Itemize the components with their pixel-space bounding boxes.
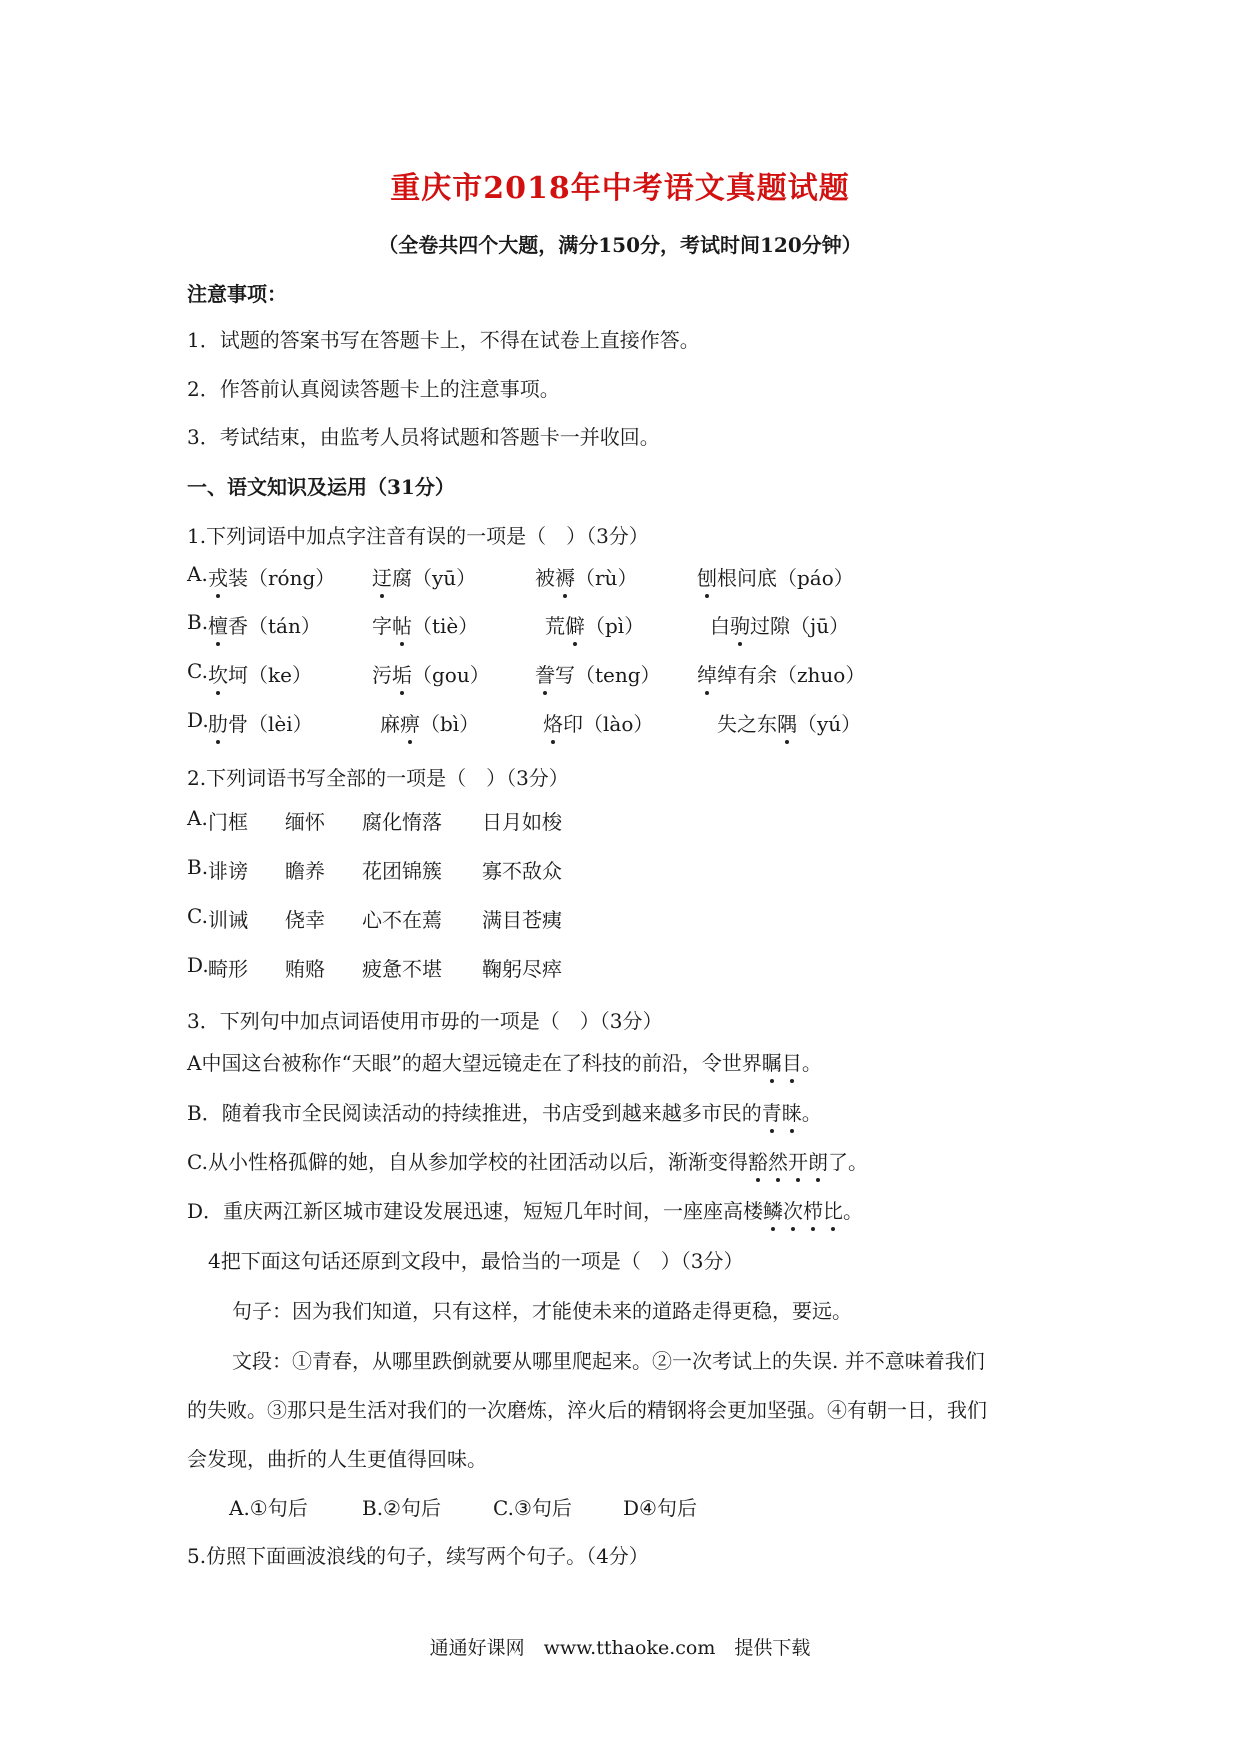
option-label: D.	[187, 708, 209, 732]
pinyin-option: 誊写（teng）	[535, 659, 661, 688]
pinyin-option: 坎坷（ke）	[208, 659, 312, 688]
option-label: B.	[187, 610, 209, 634]
word-option: 侥幸	[285, 908, 325, 932]
question-4-option-b: B.②句后	[362, 1496, 441, 1520]
exam-info: （全卷共四个大题，满分150分，考试时间120分钟）	[378, 233, 862, 257]
question-3-option-d: D．重庆两江新区城市建设发展迅速，短短几年时间，一座座高楼鳞次栉比。	[187, 1195, 863, 1224]
pinyin-option: 烙印（lào）	[543, 708, 653, 737]
word-option: 满目苍痍	[482, 908, 562, 932]
word-option: 腐化惰落	[362, 810, 442, 834]
word-option: 花团锦簇	[362, 859, 442, 883]
footer-source: 通通好课网 www.tthaoke.com 提供下载	[429, 1637, 811, 1659]
pinyin-option: 失之东隅（yú）	[717, 708, 861, 737]
question-4-stem: 4把下面这句话还原到文段中，最恰当的一项是（ ）（3分）	[208, 1249, 744, 1273]
question-2-stem: 2.下列词语书写全部的一项是（ ）（3分）	[187, 766, 569, 790]
question-4-sentence: 句子：因为我们知道，只有这样，才能使未来的道路走得更稳，要远。	[232, 1299, 852, 1323]
question-3-option-b: B．随着我市全民阅读活动的持续推进，书店受到越来越多市民的青睐。	[187, 1097, 822, 1126]
word-option: 贿赂	[285, 957, 325, 981]
word-option: 瞻养	[285, 859, 325, 883]
question-4-option-d: D④句后	[623, 1496, 697, 1520]
pinyin-option: 字帖（tiè）	[372, 610, 478, 639]
option-label: B.	[187, 855, 209, 879]
question-4-paragraph: 的失败。③那只是生活对我们的一次磨炼，淬火后的精钢将会更加坚强。④有朝一日，我们	[187, 1398, 987, 1422]
pinyin-option: 戎装（róng）	[208, 562, 335, 591]
word-option: 缅怀	[285, 810, 325, 834]
pinyin-option: 檀香（tán）	[208, 610, 321, 639]
option-label: D.	[187, 953, 209, 977]
pinyin-option: 污垢（gou）	[372, 659, 490, 688]
notice-item: 2．作答前认真阅读答题卡上的注意事项。	[187, 377, 560, 401]
pinyin-option: 荒僻（pì）	[545, 610, 644, 639]
question-3-stem: 3．下列句中加点词语使用市毋的一项是（ ）（3分）	[187, 1009, 663, 1033]
question-4-paragraph: 文段：①青春，从哪里跌倒就要从哪里爬起来。②一次考试上的失误. 并不意味着我们	[232, 1349, 985, 1373]
question-1-stem: 1.下列词语中加点字注音有误的一项是（ ）（3分）	[187, 524, 649, 548]
word-option: 训诫	[208, 908, 248, 932]
page-title: 重庆市2018年中考语文真题试题	[390, 171, 850, 206]
pinyin-option: 被褥（rù）	[535, 562, 637, 591]
word-option: 寡不敌众	[482, 859, 562, 883]
word-option: 门框	[208, 810, 248, 834]
question-5-stem: 5.仿照下面画波浪线的句子，续写两个句子。（4分）	[187, 1544, 649, 1568]
section-heading: 一、语文知识及运用（31分）	[187, 475, 455, 499]
pinyin-option: 麻痹（bì）	[380, 708, 479, 737]
question-3-option-c: C.从小性格孤僻的她，自从参加学校的社团活动以后，渐渐变得豁然开朗了。	[187, 1146, 868, 1175]
pinyin-option: 刨根问底（páo）	[697, 562, 854, 591]
pinyin-option: 肋骨（lèi）	[208, 708, 313, 737]
word-option: 疲惫不堪	[362, 957, 442, 981]
word-option: 日月如梭	[482, 810, 562, 834]
word-option: 心不在蔫	[362, 908, 442, 932]
question-4-option-a: A.①句后	[229, 1496, 308, 1520]
question-4-paragraph: 会发现，曲折的人生更值得回味。	[187, 1447, 487, 1471]
word-option: 鞠躬尽瘁	[482, 957, 562, 981]
word-option: 诽谤	[208, 859, 248, 883]
word-option: 畸形	[208, 957, 248, 981]
pinyin-option: 绰绰有余（zhuo）	[697, 659, 865, 688]
question-3-option-a: A中国这台被称作“天眼”的超大望远镜走在了科技的前沿，令世界瞩目。	[187, 1047, 822, 1076]
option-label: A.	[187, 562, 208, 586]
pinyin-option: 白驹过隙（jū）	[710, 610, 849, 639]
notice-item: 3．考试结束，由监考人员将试题和答题卡一并收回。	[187, 425, 660, 449]
notice-item: 1．试题的答案书写在答题卡上，不得在试卷上直接作答。	[187, 328, 700, 352]
option-label: C.	[187, 904, 208, 928]
option-label: C.	[187, 659, 208, 683]
option-label: A.	[187, 806, 208, 830]
question-4-option-c: C.③句后	[493, 1496, 572, 1520]
pinyin-option: 迂腐（yū）	[372, 562, 476, 591]
notice-heading: 注意事项：	[187, 282, 287, 306]
